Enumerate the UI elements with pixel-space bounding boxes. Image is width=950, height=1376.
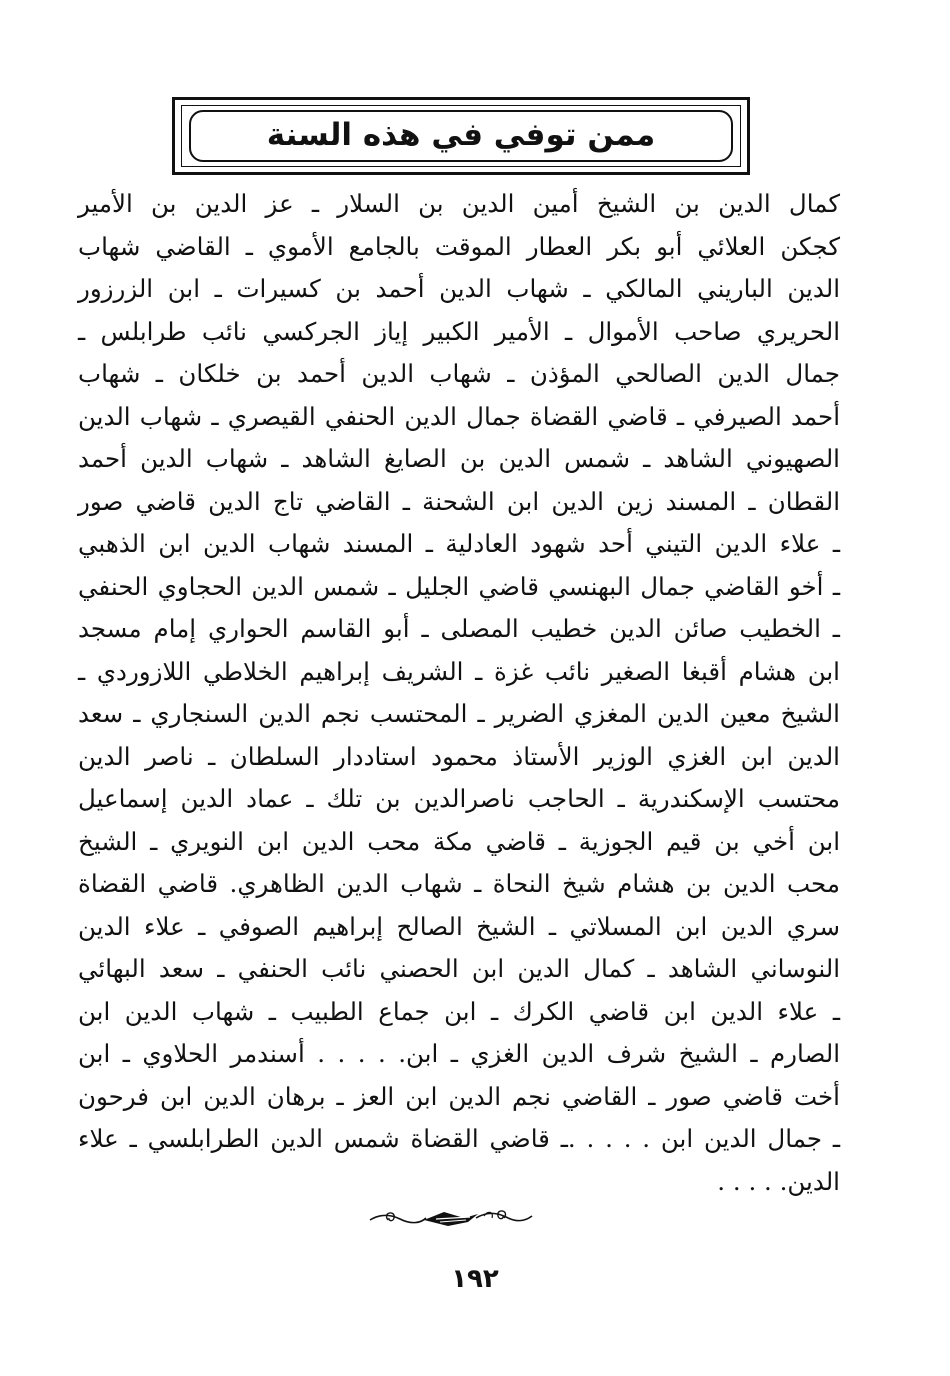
text-line-17: محب الدين بن هشام شيخ النحاة ـ شهاب الدين الظاهري. قاضي القضاة — [78, 869, 840, 898]
text-line-18: سري الدين ابن المسلاتي ـ الشيخ الصالح إبراهيم الصوفي ـ علاء الدين — [78, 911, 840, 941]
text-line-24: الدين. . . . . — [717, 1166, 840, 1196]
text-line-21: الصارم ـ الشيخ شرف الدين الغزي ـ ابن. . . . . أسندمر الحلاوي ـ ابن — [78, 1039, 840, 1068]
title-frame — [172, 97, 750, 175]
text-line-1: كمال الدين بن الشيخ أمين الدين بن السلار ـ عز الدين بن الأمير — [78, 189, 840, 218]
title-inner-border — [189, 110, 733, 162]
text-line-3: الدين الباريني المالكي ـ شهاب الدين أحمد بن كسيرات ـ ابن الزرزور — [78, 274, 840, 303]
text-line-9: ـ علاء الدين التيني أحد شهود العادلية ـ المسند شهاب الدين ابن الذهبي — [78, 529, 840, 558]
text-line-4: الحريري صاحب الأموال ـ الأمير الكبير إياز الجركسي نائب طرابلس ـ — [78, 316, 840, 346]
floral-divider-ornament-icon — [366, 1202, 536, 1236]
text-line-7: الصهيوني الشاهد ـ شمس الدين بن الصايغ الشاهد ـ شهاب الدين أحمد — [78, 444, 840, 473]
page-title: ممن توفي في هذه السنة — [266, 117, 656, 153]
text-line-23: ـ جمال الدين ابن . . . . .ـ قاضي القضاة شمس الدين الطرابلسي ـ علاء — [78, 1124, 840, 1153]
page-number: ١٩٢ — [451, 1264, 499, 1294]
text-line-13: الشيخ معين الدين المغزي الضرير ـ المحتسب نجم الدين السنجاري ـ سعد — [78, 699, 840, 728]
text-line-8: القطان ـ المسند زين الدين ابن الشحنة ـ القاضي تاج الدين قاضي صور — [78, 486, 840, 516]
text-line-22: أخت قاضي صور ـ القاضي نجم الدين ابن العز ـ برهان الدين ابن فرحون — [78, 1081, 840, 1111]
text-line-19: النوساني الشاهد ـ كمال الدين ابن الحصني نائب الحنفي ـ سعد البهائي — [78, 954, 840, 983]
text-line-11: ـ الخطيب صائن الدين خطيب المصلى ـ أبو القاسم الحواري إمام مسجد — [78, 614, 840, 643]
text-line-15: محتسب الإسكندرية ـ الحاجب ناصرالدين بن تلك ـ عماد الدين إسماعيل — [78, 784, 840, 813]
body-text — [78, 183, 840, 1203]
text-line-5: جمال الدين الصالحي المؤذن ـ شهاب الدين أحمد بن خلكان ـ شهاب — [78, 359, 840, 388]
text-line-16: ابن أخي بن قيم الجوزية ـ قاضي مكة محب الدين ابن النويري ـ الشيخ — [78, 826, 840, 856]
text-line-14: الدين ابن الغزي الوزير الأستاذ محمود استاددار السلطان ـ ناصر الدين — [78, 741, 840, 771]
text-line-2: كجكن العلائي أبو بكر العطار الموقت بالجامع الأموي ـ القاضي شهاب — [78, 231, 840, 261]
text-line-10: ـ أخو القاضي جمال البهنسي قاضي الجليل ـ شمس الدين الحجاوي الحنفي — [78, 571, 840, 601]
text-line-20: ـ علاء الدين ابن قاضي الكرك ـ ابن جماع الطبيب ـ شهاب الدين ابن — [78, 996, 840, 1026]
text-line-12: ابن هشام أقبغا الصغير نائب غزة ـ الشريف إبراهيم الخلاطي اللازوردي ـ — [78, 656, 840, 686]
text-line-6: أحمد الصيرفي ـ قاضي القضاة جمال الدين الحنفي القيصري ـ شهاب الدين — [78, 401, 840, 431]
